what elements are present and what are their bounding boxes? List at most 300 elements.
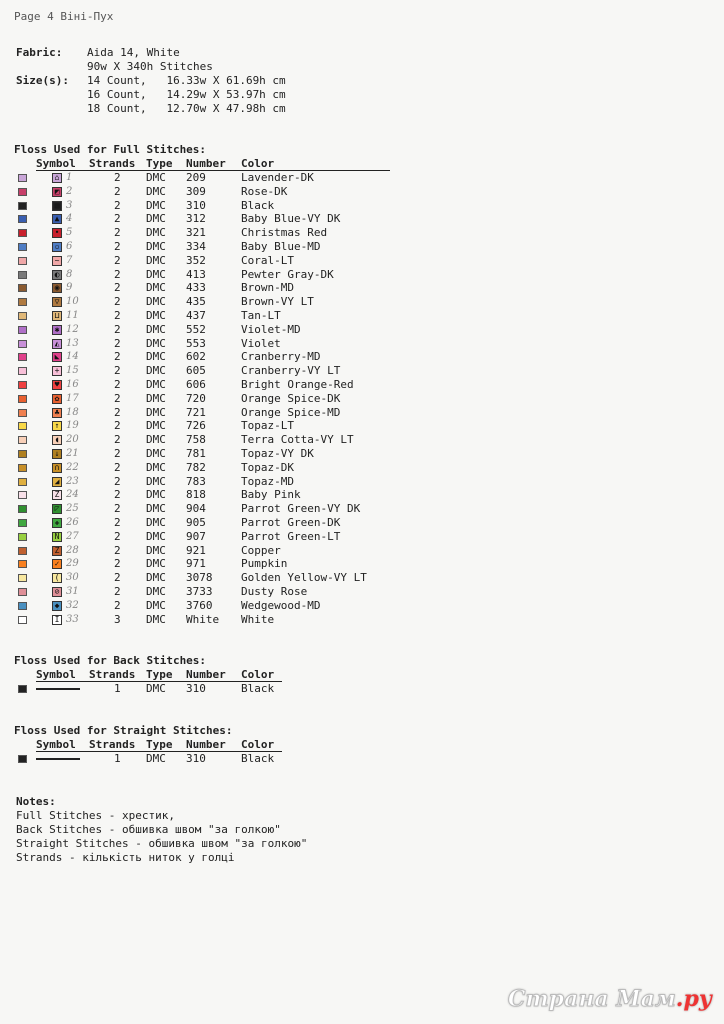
- back-strands: 1: [114, 682, 121, 695]
- floss-number: 781: [186, 447, 206, 460]
- color-swatch: [18, 422, 27, 430]
- note-line: Strands - кількість ниток у голці: [16, 851, 235, 864]
- floss-row: [0, 516, 420, 530]
- handwritten-number: 4: [66, 213, 73, 225]
- back-col-color: Color: [241, 668, 275, 681]
- color-swatch: [18, 215, 27, 223]
- back-color: Black: [241, 682, 275, 695]
- color-swatch: [18, 229, 27, 237]
- floss-color-name: Topaz-LT: [241, 419, 294, 433]
- back-number: 310: [186, 682, 206, 695]
- handwritten-number: 27: [66, 530, 79, 542]
- floss-type: DMC: [146, 557, 166, 571]
- note-line: Full Stitches - хрестик,: [16, 809, 175, 822]
- floss-number: 413: [186, 267, 206, 281]
- floss-color-name: Black: [241, 198, 275, 212]
- floss-type: DMC: [146, 253, 166, 267]
- floss-row: [0, 502, 420, 516]
- full-col-number: Number: [186, 157, 226, 170]
- handwritten-number: 20: [66, 434, 79, 446]
- handwritten-number: 19: [66, 420, 79, 432]
- handwritten-number: 10: [66, 296, 79, 308]
- floss-strands: 2: [114, 378, 121, 391]
- color-swatch: [18, 188, 27, 196]
- straight-color: Black: [241, 752, 275, 765]
- stitch-symbol-icon: ∩: [52, 463, 62, 473]
- floss-strands: 2: [114, 171, 121, 184]
- floss-row: [0, 557, 420, 571]
- floss-type: DMC: [146, 198, 166, 212]
- floss-type: DMC: [146, 226, 166, 240]
- floss-number: 3078: [186, 571, 213, 585]
- handwritten-number: 16: [66, 379, 79, 390]
- floss-color-name: Cranberry-MD: [241, 350, 321, 364]
- floss-number: 606: [186, 378, 206, 391]
- floss-strands: 2: [114, 267, 121, 281]
- floss-number: 352: [186, 253, 206, 267]
- floss-number: 309: [186, 184, 206, 198]
- floss-color-name: Coral-LT: [241, 253, 294, 267]
- handwritten-number: 32: [66, 599, 79, 611]
- stitch-symbol-icon: +: [52, 366, 62, 376]
- floss-row: [0, 364, 420, 378]
- stitch-symbol-icon: N: [52, 532, 62, 542]
- floss-color-name: Orange Spice-MD: [241, 405, 341, 419]
- floss-row: [0, 378, 420, 392]
- handwritten-number: 25: [66, 503, 79, 515]
- floss-color-name: Wedgewood-MD: [241, 598, 321, 612]
- stitch-symbol-icon: Z: [52, 490, 62, 500]
- color-swatch: [18, 602, 27, 610]
- floss-color-name: Baby Pink: [241, 488, 301, 502]
- floss-type: DMC: [146, 391, 166, 405]
- straight-col-symbol: Symbol: [36, 738, 76, 751]
- color-swatch: [18, 560, 27, 568]
- watermark-logo: [508, 986, 712, 1012]
- color-swatch: [18, 436, 27, 444]
- floss-number: 605: [186, 364, 206, 378]
- color-swatch: [18, 547, 27, 555]
- full-col-strands: Strands: [89, 157, 136, 170]
- back-col-number: Number: [186, 668, 226, 681]
- color-swatch: [18, 409, 27, 417]
- stitch-symbol-icon: ▲: [52, 214, 62, 224]
- floss-strands: 2: [114, 309, 121, 322]
- floss-row: [0, 268, 420, 282]
- floss-color-name: Terra Cotta-VY LT: [241, 433, 354, 447]
- floss-color-name: Dusty Rose: [241, 585, 308, 598]
- straight-col-strands: Strands: [89, 738, 136, 751]
- floss-type: DMC: [146, 502, 166, 516]
- floss-row: [0, 212, 420, 226]
- handwritten-number: 9: [66, 282, 73, 294]
- handwritten-number: 26: [66, 517, 79, 528]
- handwritten-number: 17: [66, 392, 79, 404]
- stitch-symbol-icon: Z: [52, 546, 62, 556]
- stitch-symbol-icon: ◩: [52, 187, 62, 197]
- back-col-symbol: Symbol: [36, 668, 76, 681]
- floss-type: DMC: [146, 378, 166, 391]
- floss-row: [0, 350, 420, 364]
- handwritten-number: 33: [66, 613, 79, 625]
- stitch-symbol-icon: ♣: [52, 408, 62, 418]
- floss-strands: 2: [114, 557, 121, 571]
- straight-stitch-row: [0, 752, 420, 766]
- handwritten-number: 23: [66, 475, 79, 487]
- floss-number: 321: [186, 226, 206, 240]
- stitch-symbol-icon: ◉: [52, 283, 62, 293]
- note-line: Back Stitches - обшивка швом "за голкою": [16, 823, 281, 836]
- floss-strands: 2: [114, 212, 121, 226]
- color-swatch: [18, 298, 27, 306]
- stitch-symbol-icon: •: [52, 228, 62, 238]
- floss-type: DMC: [146, 309, 166, 322]
- floss-strands: 2: [114, 240, 121, 253]
- floss-number: 758: [186, 433, 206, 447]
- floss-color-name: Rose-DK: [241, 184, 288, 198]
- floss-type: DMC: [146, 405, 166, 419]
- color-swatch: [18, 174, 27, 182]
- floss-row: [0, 323, 420, 337]
- floss-row: [0, 171, 420, 185]
- floss-color-name: Orange Spice-DK: [241, 391, 341, 405]
- floss-color-name: Parrot Green-DK: [241, 516, 341, 529]
- stitch-symbol-icon: ✚: [52, 518, 62, 528]
- color-swatch: [18, 367, 27, 375]
- color-swatch: [18, 491, 27, 499]
- floss-row: [0, 475, 420, 489]
- floss-type: DMC: [146, 184, 166, 198]
- color-swatch: [18, 340, 27, 348]
- floss-type: DMC: [146, 295, 166, 309]
- size-row-14: 14 Count, 16.33w X 61.69h cm: [87, 74, 286, 87]
- stitch-symbol-icon: ◐: [52, 270, 62, 280]
- floss-type: DMC: [146, 529, 166, 543]
- full-col-symbol: Symbol: [36, 157, 76, 170]
- floss-strands: 2: [114, 405, 121, 419]
- color-swatch: [18, 202, 27, 210]
- floss-row: [0, 488, 420, 502]
- floss-type: DMC: [146, 612, 166, 626]
- floss-strands: 2: [114, 226, 121, 240]
- floss-strands: 2: [114, 502, 121, 516]
- floss-strands: 2: [114, 543, 121, 557]
- floss-strands: 2: [114, 516, 121, 529]
- floss-strands: 2: [114, 322, 121, 336]
- straight-strands: 1: [114, 752, 121, 765]
- floss-type: DMC: [146, 336, 166, 350]
- floss-number: 726: [186, 419, 206, 433]
- handwritten-number: 7: [66, 254, 73, 266]
- floss-row: [0, 419, 420, 433]
- stitch-symbol-icon: ~: [52, 256, 62, 266]
- floss-row: [0, 447, 420, 461]
- handwritten-number: 24: [66, 489, 79, 501]
- handwritten-number: 12: [66, 323, 79, 335]
- floss-type: DMC: [146, 212, 166, 226]
- backstitch-line-icon: [36, 688, 80, 690]
- floss-strands: 2: [114, 474, 121, 488]
- straight-number: 310: [186, 752, 206, 765]
- floss-number: 721: [186, 405, 206, 419]
- color-swatch: [18, 284, 27, 292]
- color-swatch: [18, 243, 27, 251]
- floss-color-name: Violet-MD: [241, 322, 301, 336]
- handwritten-number: 31: [66, 586, 79, 597]
- fabric-label: Fabric:: [16, 46, 63, 59]
- floss-color-name: Baby Blue-VY DK: [241, 212, 341, 226]
- color-swatch: [18, 505, 27, 513]
- floss-number: 818: [186, 488, 206, 502]
- floss-strands: 2: [114, 350, 121, 364]
- straight-col-type: Type: [146, 738, 173, 751]
- floss-type: DMC: [146, 488, 166, 502]
- floss-row: [0, 199, 420, 213]
- floss-type: DMC: [146, 516, 166, 529]
- watermark-text: Страна Мам: [507, 986, 676, 1012]
- stitch-symbol-icon: ▫: [52, 242, 62, 252]
- stitch-symbol-icon: ♥: [52, 380, 62, 390]
- floss-row: [0, 544, 420, 558]
- handwritten-number: 13: [66, 337, 79, 349]
- back-col-strands: Strands: [89, 668, 136, 681]
- floss-type: DMC: [146, 585, 166, 598]
- color-swatch: [18, 450, 27, 458]
- floss-strands: 2: [114, 571, 121, 585]
- floss-strands: 2: [114, 184, 121, 198]
- floss-color-name: Parrot Green-VY DK: [241, 502, 361, 516]
- color-swatch: [18, 478, 27, 486]
- floss-row: [0, 585, 420, 599]
- floss-color-name: Topaz-MD: [241, 474, 294, 488]
- floss-color-name: Tan-LT: [241, 309, 281, 322]
- floss-type: DMC: [146, 598, 166, 612]
- color-swatch: [18, 257, 27, 265]
- floss-color-name: Brown-VY LT: [241, 295, 314, 309]
- floss-number: 971: [186, 557, 206, 571]
- stitch-symbol-icon: ✿: [52, 394, 62, 404]
- floss-row: [0, 295, 420, 309]
- floss-number: 437: [186, 309, 206, 322]
- floss-color-name: Violet: [241, 336, 281, 350]
- floss-color-name: Pumpkin: [241, 557, 288, 571]
- color-swatch: [18, 353, 27, 361]
- floss-type: DMC: [146, 433, 166, 447]
- floss-number: 783: [186, 474, 206, 488]
- handwritten-number: 2: [66, 185, 73, 197]
- handwritten-number: 28: [66, 544, 79, 556]
- floss-type: DMC: [146, 571, 166, 585]
- floss-type: DMC: [146, 281, 166, 295]
- floss-number: 3760: [186, 598, 213, 612]
- stitch-symbol-icon: I: [52, 615, 62, 625]
- floss-row: [0, 461, 420, 475]
- handwritten-number: 15: [66, 365, 79, 377]
- stitch-symbol-icon: ✱: [52, 325, 62, 335]
- floss-strands: 2: [114, 433, 121, 447]
- color-swatch: [18, 464, 27, 472]
- floss-color-name: Copper: [241, 543, 281, 557]
- handwritten-number: 22: [66, 461, 79, 473]
- stitch-symbol-icon: ⌂: [52, 173, 62, 183]
- floss-strands: 2: [114, 198, 121, 212]
- back-col-type: Type: [146, 668, 173, 681]
- floss-strands: 2: [114, 585, 121, 598]
- color-swatch: [18, 271, 27, 279]
- fabric-stitches: 90w X 340h Stitches: [87, 60, 213, 73]
- color-swatch: [18, 326, 27, 334]
- floss-number: 310: [186, 198, 206, 212]
- floss-type: DMC: [146, 267, 166, 281]
- floss-strands: 2: [114, 364, 121, 378]
- stitch-symbol-icon: ▽: [52, 297, 62, 307]
- size-row-18: 18 Count, 12.70w X 47.98h cm: [87, 102, 286, 115]
- stitch-symbol-icon: ✓: [52, 559, 62, 569]
- floss-type: DMC: [146, 171, 166, 184]
- stitch-symbol-icon: (: [52, 573, 62, 583]
- floss-color-name: Baby Blue-MD: [241, 240, 321, 253]
- straight-col-number: Number: [186, 738, 226, 751]
- floss-number: 905: [186, 516, 206, 529]
- color-swatch: [18, 312, 27, 320]
- floss-number: 782: [186, 460, 206, 474]
- floss-row: [0, 185, 420, 199]
- floss-number: 921: [186, 543, 206, 557]
- floss-strands: 2: [114, 460, 121, 474]
- stitch-symbol-icon: ↑: [52, 421, 62, 431]
- floss-type: DMC: [146, 419, 166, 433]
- floss-row: [0, 613, 420, 627]
- full-stitches-table: [0, 171, 420, 631]
- floss-strands: 2: [114, 419, 121, 433]
- color-swatch: [18, 395, 27, 403]
- floss-type: DMC: [146, 447, 166, 460]
- floss-strands: 2: [114, 336, 121, 350]
- color-swatch: [18, 588, 27, 596]
- stitch-symbol-icon: ⊘: [52, 587, 62, 597]
- page-header: Page 4 Вінi-Пух: [14, 10, 114, 23]
- floss-row: [0, 599, 420, 613]
- floss-color-name: Golden Yellow-VY LT: [241, 571, 367, 585]
- floss-row: [0, 530, 420, 544]
- floss-number: 602: [186, 350, 206, 364]
- floss-number: 904: [186, 502, 206, 516]
- floss-color-name: Parrot Green-LT: [241, 529, 341, 543]
- stitch-symbol-icon: ◆: [52, 601, 62, 611]
- handwritten-number: 1: [66, 172, 73, 183]
- floss-color-name: Bright Orange-Red: [241, 378, 354, 391]
- floss-row: [0, 254, 420, 268]
- floss-type: DMC: [146, 350, 166, 364]
- handwritten-number: 11: [66, 310, 79, 321]
- floss-number: 334: [186, 240, 206, 253]
- back-stitch-row: [0, 682, 420, 696]
- handwritten-number: 14: [66, 351, 79, 363]
- floss-color-name: Lavender-DK: [241, 171, 314, 184]
- floss-strands: 2: [114, 253, 121, 267]
- stitch-symbol-icon: ↓: [52, 449, 62, 459]
- floss-number: 312: [186, 212, 206, 226]
- floss-strands: 2: [114, 529, 121, 543]
- stitch-symbol-icon: ⊔: [52, 311, 62, 321]
- floss-row: [0, 392, 420, 406]
- watermark-suffix: .ру: [675, 986, 712, 1012]
- floss-strands: 3: [114, 612, 121, 626]
- floss-row: [0, 281, 420, 295]
- floss-strands: 2: [114, 447, 121, 460]
- floss-color-name: Topaz-VY DK: [241, 447, 314, 460]
- handwritten-number: 18: [66, 406, 79, 418]
- fabric-value: Aida 14, White: [87, 46, 180, 59]
- floss-color-name: Topaz-DK: [241, 460, 294, 474]
- full-stitches-title: Floss Used for Full Stitches:: [14, 143, 207, 156]
- floss-row: [0, 433, 420, 447]
- floss-type: DMC: [146, 460, 166, 474]
- floss-strands: 2: [114, 598, 121, 612]
- straightstitch-line-icon: [36, 758, 80, 760]
- handwritten-number: 5: [66, 227, 73, 239]
- stitch-symbol-icon: ◭: [52, 339, 62, 349]
- stitch-symbol-icon: ◣: [52, 352, 62, 362]
- stitch-symbol-icon: ◸: [52, 504, 62, 514]
- back-stitches-title: Floss Used for Back Stitches:: [14, 654, 207, 667]
- color-swatch: [18, 616, 27, 624]
- floss-type: DMC: [146, 474, 166, 488]
- color-swatch: [18, 755, 27, 763]
- stitch-symbol-icon: ▧: [52, 201, 62, 211]
- floss-number: 209: [186, 171, 206, 184]
- floss-row: [0, 309, 420, 323]
- color-swatch: [18, 685, 27, 693]
- color-swatch: [18, 574, 27, 582]
- floss-number: 3733: [186, 585, 213, 598]
- floss-number: 907: [186, 529, 206, 543]
- floss-row: [0, 226, 420, 240]
- back-type: DMC: [146, 682, 166, 695]
- floss-strands: 2: [114, 295, 121, 309]
- handwritten-number: 29: [66, 558, 79, 570]
- floss-number: White: [186, 612, 220, 626]
- straight-col-color: Color: [241, 738, 275, 751]
- handwritten-number: 30: [66, 572, 79, 584]
- full-col-color: Color: [241, 157, 275, 170]
- floss-row: [0, 337, 420, 351]
- floss-number: 720: [186, 391, 206, 405]
- floss-type: DMC: [146, 240, 166, 253]
- floss-row: [0, 240, 420, 254]
- floss-row: [0, 571, 420, 585]
- handwritten-number: 6: [66, 241, 73, 252]
- straight-stitches-title: Floss Used for Straight Stitches:: [14, 724, 233, 737]
- floss-number: 553: [186, 336, 206, 350]
- floss-type: DMC: [146, 322, 166, 336]
- handwritten-number: 21: [66, 448, 79, 459]
- floss-color-name: Cranberry-VY LT: [241, 364, 341, 378]
- color-swatch: [18, 381, 27, 389]
- floss-number: 435: [186, 295, 206, 309]
- floss-color-name: Pewter Gray-DK: [241, 267, 334, 281]
- size-row-16: 16 Count, 14.29w X 53.97h cm: [87, 88, 286, 101]
- color-swatch: [18, 533, 27, 541]
- floss-color-name: Christmas Red: [241, 226, 328, 240]
- color-swatch: [18, 519, 27, 527]
- floss-type: DMC: [146, 543, 166, 557]
- floss-strands: 2: [114, 391, 121, 405]
- handwritten-number: 3: [66, 199, 73, 211]
- floss-strands: 2: [114, 281, 121, 295]
- floss-number: 552: [186, 322, 206, 336]
- full-col-type: Type: [146, 157, 173, 170]
